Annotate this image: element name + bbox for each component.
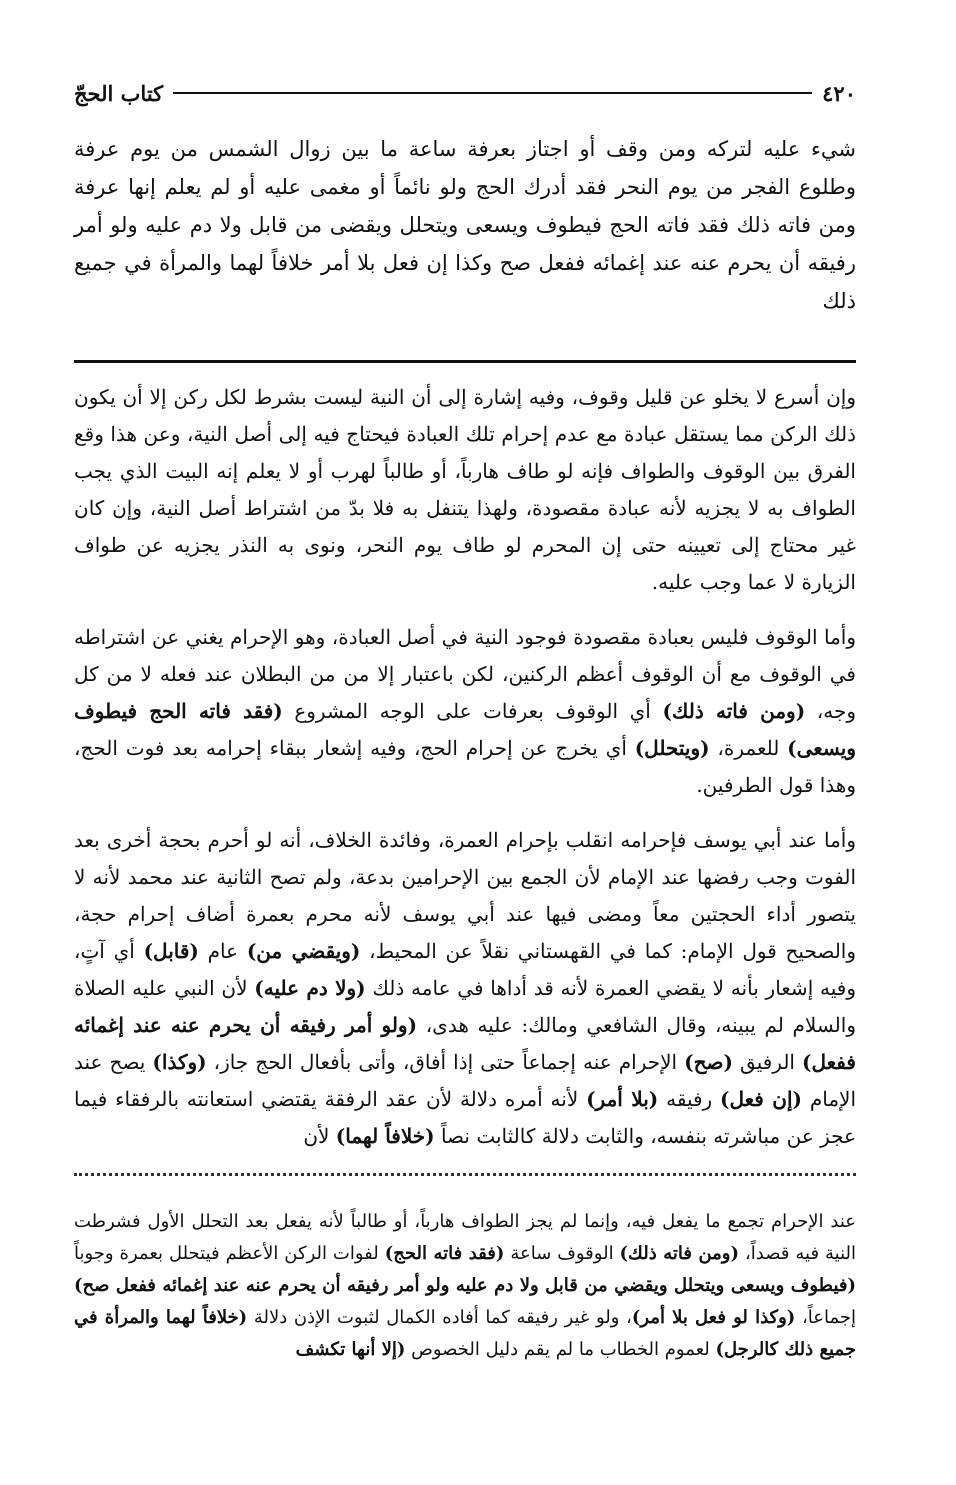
quoted-matn: (قابل) [143, 939, 199, 963]
text-span: الرفيق [732, 1050, 803, 1074]
text-span: يصح عند الإمام [74, 1050, 857, 1111]
commentary-paragraph-3 [74, 822, 856, 1155]
quoted-matn: (خلافاً لهما) [335, 1124, 435, 1148]
commentary [74, 379, 856, 1155]
text-span: للعمرة، [709, 736, 788, 760]
quoted-matn: (فيطوف ويسعى ويتحلل ويقضي من قابل ولا دم عليه ولو أمر رفيقه أن يحرم عنه عند إغمائه ففعل صح) [74, 1275, 856, 1296]
text-span: عند الإحرام تجمع ما يفعل فيه، وإنما لم يجز الطواف هارباً، أو طالباً لأنه يفعل بعد التحلل الأول فشرطت النية فيه قصداً، [74, 1211, 857, 1264]
quoted-matn: (إلا أنها تكشف [295, 1339, 406, 1360]
quoted-matn: (فقد فاته الحج) [384, 1243, 505, 1264]
running-title: كتاب الحجّ [74, 80, 164, 106]
quoted-matn: (ولو أمر رفيقه أن يحرم عنه عند إغمائه ففعل) [74, 1013, 856, 1074]
quoted-matn: (وكذا لو فعل بلا أمر) [631, 1307, 796, 1328]
commentary-paragraph-2 [74, 619, 856, 804]
text-span: وأما عند أبي يوسف فإحرامه انقلب بإحرام العمرة، وفائدة الخلاف، أنه لو أحرم بحجة أخرى بعد الفوت وجب رفضها عند الإمام لأن الجمع بين الإحرامين بدعة، ولم تصح الثانية عند محمد لأنه لا يتصور أداء الحجتين معاً ومضى فيها عند أبي يوسف لأنه محرم بعمرة أضاف إحرام حجة، والصحيح قول الإمام: كما في القهستاني نقلاً عن المحيط، [74, 828, 857, 963]
text-span: لفوات الركن الأعظم فيتحلل بعمرة وجوباً [74, 1243, 385, 1264]
text-span: رفيقه [658, 1087, 721, 1111]
quoted-matn: (خلافاً لهما والمرأة في جميع ذلك كالرجل) [74, 1307, 856, 1360]
text-span: أي آتٍ، وفيه إشعار بأنه لا يقضي العمرة لأنه قد أداها في عامه ذلك [74, 939, 856, 1000]
matn-separator [74, 360, 856, 363]
text-span: الإحرام عنه إجماعاً حتى إذا أفاق، وأتى بأفعال الحج جاز، [206, 1050, 685, 1074]
text-span: أي الوقوف بعرفات على الوجه المشروع [282, 699, 663, 723]
commentary-paragraph-1: وإن أسرع لا يخلو عن قليل وقوف، وفيه إشارة إلى أن النية ليست بشرط لكل ركن إلا أن يكون ذلك الركن مما يستقل عبادة مع عدم إحرام تلك العبادة فيحتاج فيه إلى أصل النية، وعن هذا وقع الفرق بين الوقوف والطواف فإنه لو طاف هارباً، أو طالباً لهرب أو لا يعلم إنه البيت الذي يجب الطواف به لا يجزيه لأنه عبادة مقصودة، ولهذا يتنفل به فلا بدّ من اشتراط أصل النية، وإن كان غير محتاج إلى تعيينه حتى إن المحرم لو طاف يوم النحر، ونوى به النذر يجزيه عن طواف الزيارة لا عما وجب عليه. [74, 385, 856, 594]
text-span: لعموم الخطاب ما لم يقم دليل الخصوص [405, 1339, 716, 1360]
footnote-gloss [74, 1206, 856, 1366]
text-span: وأما الوقوف فليس بعبادة مقصودة فوجود النية في أصل العبادة، وهو الإحرام يغني عن اشتراطه في الوقوف مع أن الوقوف أعظم الركنين، لكن باعتبار إلا من من البطلان عند فعله لا من كل وجه، [74, 625, 856, 723]
page-header [74, 70, 856, 116]
quoted-matn: (ولا دم عليه) [254, 976, 366, 1000]
text-span: إجماعاً، [795, 1307, 857, 1328]
text-span: عام [198, 939, 247, 963]
text-span: الوقوف ساعة [504, 1243, 620, 1264]
quoted-matn: (ومن فاته ذلك) [662, 699, 806, 723]
quoted-matn: (ومن فاته ذلك) [619, 1243, 740, 1264]
header-rule [173, 92, 812, 94]
text-span: أي يخرج عن إحرام الحج، وفيه إشعار ببقاء إحرامه بعد فوت الحج، وهذا قول الطرفين. [74, 736, 856, 797]
dotted-separator [74, 1173, 856, 1188]
text-span: لأن [303, 1124, 336, 1148]
quoted-matn: (بلا أمر) [586, 1087, 659, 1111]
quoted-matn: (ويقضي من) [246, 939, 361, 963]
text-span: لأن النبي عليه الصلاة والسلام لم يبينه، وقال الشافعي ومالك: عليه هدى، [74, 976, 856, 1037]
quoted-matn: (وكذا) [152, 1050, 207, 1074]
matn-text: شيء عليه لتركه ومن وقف أو اجتاز بعرفة ساعة ما بين زوال الشمس من يوم عرفة وطلوع الفجر من يوم النحر فقد أدرك الحج ولو نائماً أو مغمى عليه أو لم يعلم إنها عرفة ومن فاته ذلك فقد فاته الحج فيطوف ويسعى ويتحلل ويقضى من قابل ولا دم عليه ولو أمر رفيقه أن يحرم عنه عند إغمائه ففعل صح وكذا إن فعل بلا أمر خلافاً لهما والمرأة في جميع ذلك [74, 137, 856, 313]
quoted-matn: (فقد فاته الحج فيطوف ويسعى) [74, 699, 856, 760]
quoted-matn: (ويتحلل) [634, 736, 710, 760]
text-span: ، ولو غير رفيقه كما أفاده الكمال لثبوت الإذن دلالة [247, 1307, 632, 1328]
quoted-matn: (إن فعل) [720, 1087, 803, 1111]
text-span: لأنه أمره دلالة لأن عقد الرفقة يقتضي استعانته بالرفقاء فيما عجز عن مباشرته بنفسه، والثابت دلالة كالثابت نصاً [74, 1087, 856, 1148]
quoted-matn: (صح) [684, 1050, 733, 1074]
page-number: ٤٢٠ [822, 80, 856, 106]
book-page [74, 70, 856, 1366]
